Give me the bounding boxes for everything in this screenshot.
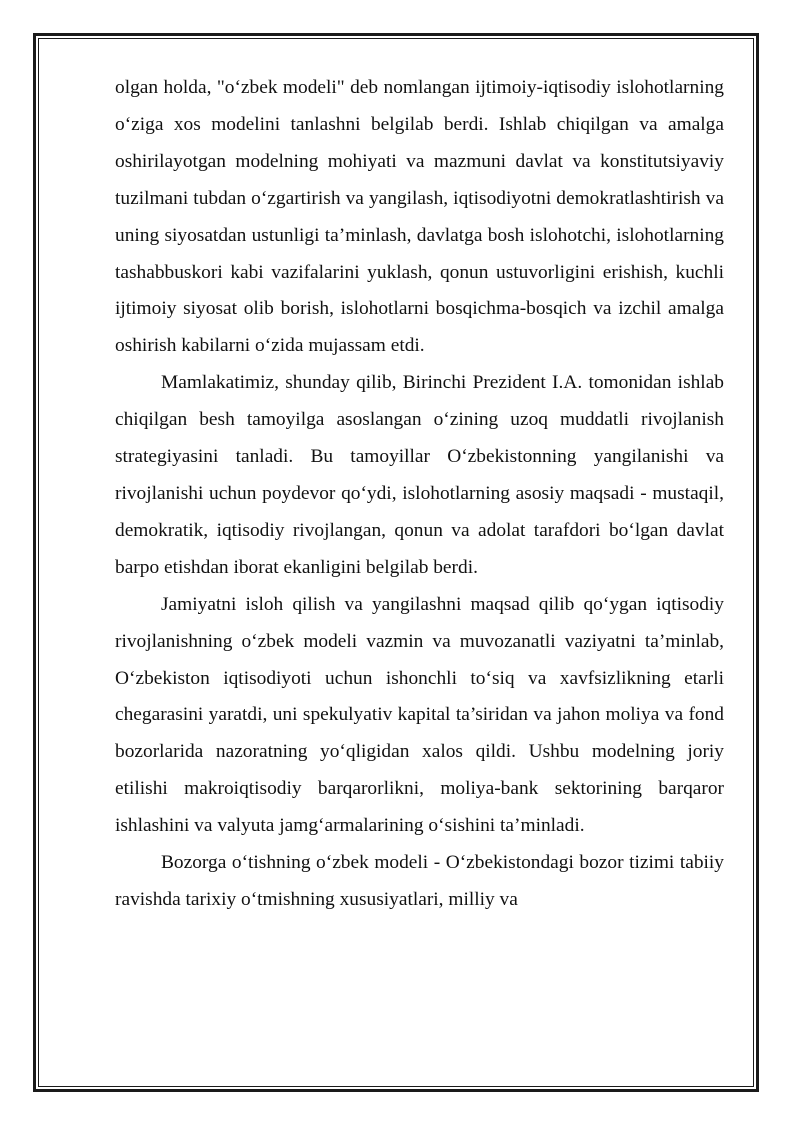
paragraph-1: olgan holda, "o‘zbek modeli" deb nomlangan ijtimoiy-iqtisodiy islohotlarning o‘ziga xos modelini tanlashni belgilab berdi. Ishlab chiqilgan va amalga oshirilayotgan modelning mohiyati va mazmuni davlat va konstitutsiyaviy tuzilmani tubdan o‘zgartirish va yangilash, iqtisodiyotni demokratlashtirish va uning siyosatdan ustunligi ta’minlash, davlatga bosh islohotchi, islohotlarning tashabbuskori kabi vazifalarini yuklash, qonun ustuvorligini erishish, kuchli ijtimoiy siyosat olib borish, islohotlarni bosqichma-bosqich va izchil amalga oshirish kabilarni o‘zida mujassam etdi. [115, 77, 724, 357]
paragraph-4: Bozorga o‘tishning o‘zbek modeli - O‘zbekistondagi bozor tizimi tabiiy ravishda tarixiy o‘tmishning xususiyatlari, milliy va [115, 852, 724, 910]
document-body [115, 70, 724, 919]
paragraph-3: Jamiyatni isloh qilish va yangilashni maqsad qilib qo‘ygan iqtisodiy rivojlanishning o‘zbek modeli vazmin va muvozanatli vaziyatni ta’minlab, O‘zbekiston iqtisodiyoti uchun ishonchli to‘siq va xavfsizlikning etarli chegarasini yaratdi, uni spekulyativ kapital ta’siridan va jahon moliya va fond bozorlarida nazoratning yo‘qligidan xalos qildi. Ushbu modelning joriy etilishi makroiqtisodiy barqarorlikni, moliya-bank sektorining barqaror ishlashini va valyuta jamg‘armalarining o‘sishini ta’minladi. [115, 593, 724, 837]
paragraph-2: Mamlakatimiz, shunday qilib, Birinchi Prezident I.A. tomonidan ishlab chiqilgan besh tamoyilga asoslangan o‘zining uzoq muddatli rivojlanish strategiyasini tanladi. Bu tamoyillar O‘zbekistonning yangilanishi va rivojlanishi uchun poydevor qo‘ydi, islohotlarning asosiy maqsadi - mustaqil, demokratik, iqtisodiy rivojlangan, qonun va adolat tarafdori bo‘lgan davlat barpo etishdan iborat ekanligini belgilab berdi. [115, 372, 724, 578]
